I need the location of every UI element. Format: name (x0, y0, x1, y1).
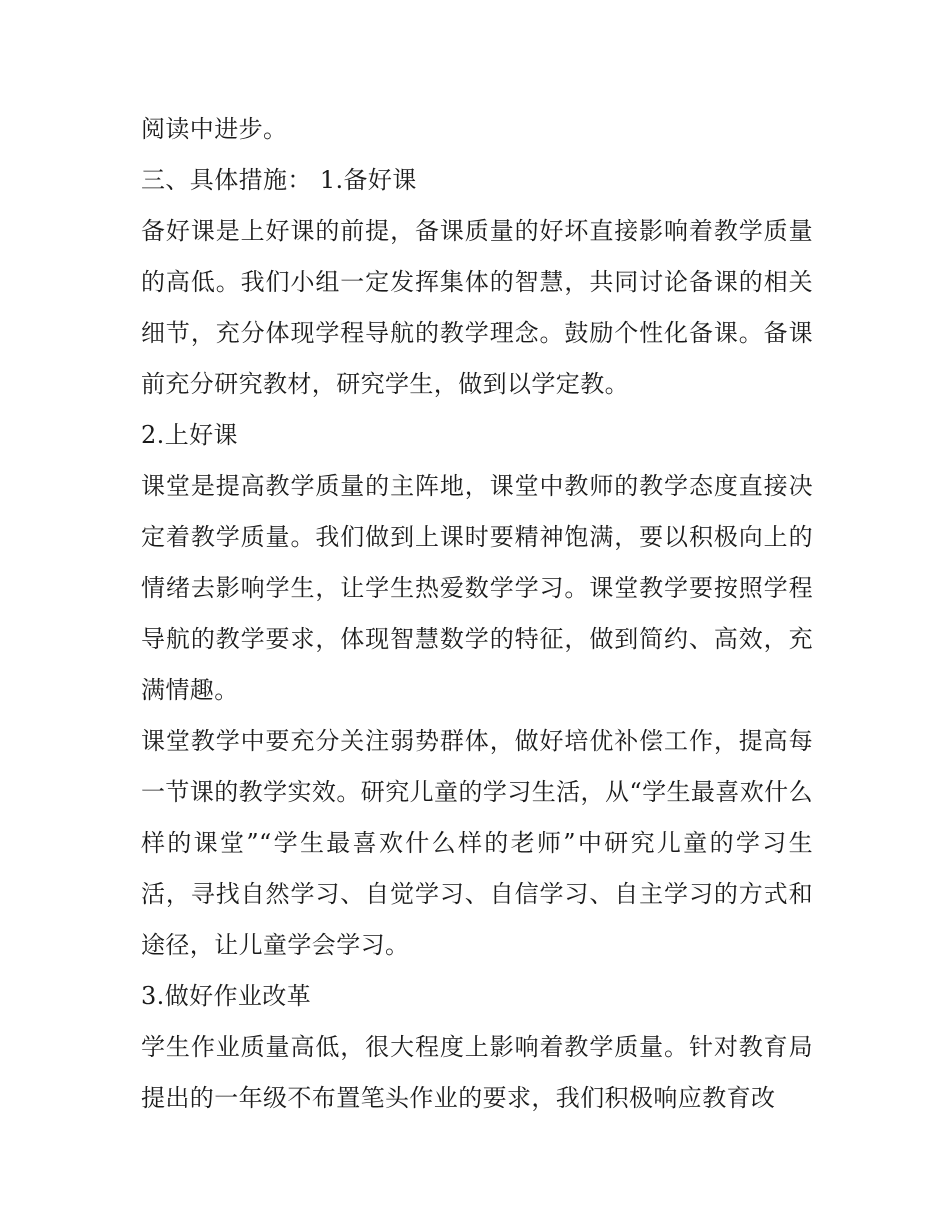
paragraph-homework: 学生作业质量高低，很大程度上影响着教学质量。针对教育局提出的一年级不布置笔头作业的要求，我们积极响应教育改 (141, 1033, 813, 1112)
paragraph-classroom: 课堂是提高教学质量的主阵地，课堂中教师的教学态度直接决定着教学质量。我们做到上课时要精神饱满，要以积极向上的情绪去影响学生，让学生热爱数学学习。课堂教学要按照学程导航的教学要求，体现智慧数学的特征，做到简约、高效，充满情趣。 (141, 472, 813, 704)
paragraph-weak-students: 课堂教学中要充分关注弱势群体，做好培优补偿工作，提高每一节课的教学实效。研究儿童的学习生活，从“学生最喜欢什么样的课堂”“学生最喜欢什么样的老师”中研究儿童的学习生活，寻找自然学习、自觉学习、自信学习、自主学习的方式和途径，让儿童学会学习。 (141, 727, 813, 959)
paragraph-continuation: 阅读中进步。 (141, 115, 288, 143)
section-heading-measures: 三、具体措施： 1.备好课 (141, 166, 417, 194)
subheading-homework-reform: 3.做好作业改革 (141, 982, 312, 1010)
document-body (141, 104, 813, 1124)
subheading-teach-well: 2.上好课 (141, 421, 238, 449)
paragraph-lesson-preparation: 备好课是上好课的前提，备课质量的好坏直接影响着教学质量的高低。我们小组一定发挥集体的智慧，共同讨论备课的相关细节，充分体现学程导航的教学理念。鼓励个性化备课。备课前充分研究教材，研究学生，做到以学定教。 (141, 217, 813, 398)
